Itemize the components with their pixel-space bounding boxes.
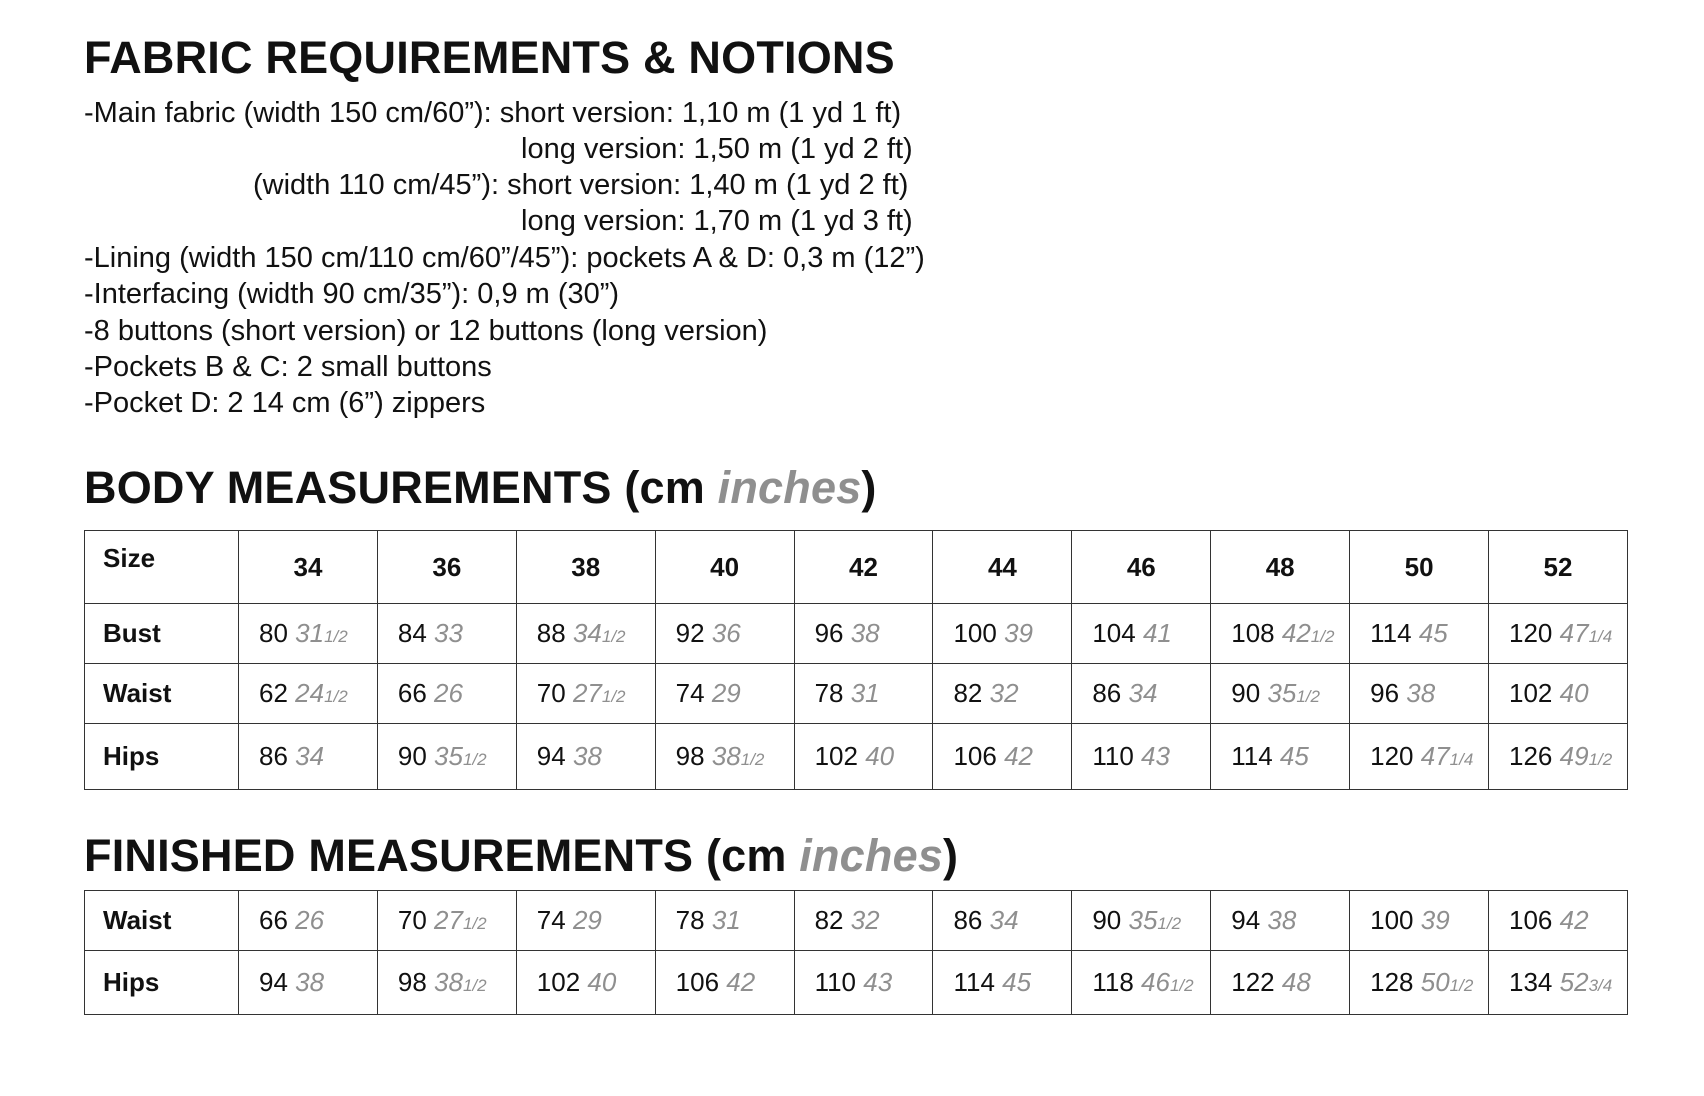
- body-measurements-title: [84, 462, 877, 514]
- measurement-cell: [1350, 664, 1489, 724]
- cm-value: 90: [1231, 678, 1261, 708]
- inch-value: 34: [989, 905, 1019, 935]
- inch-value: 27: [434, 905, 463, 935]
- measurement-cell: [239, 664, 378, 724]
- measurement-cell: [1211, 664, 1350, 724]
- inch-value: 38: [711, 741, 741, 771]
- fabric-title: FABRIC REQUIREMENTS & NOTIONS: [84, 32, 895, 83]
- inch-value: 52: [1559, 967, 1589, 997]
- measurement-cell: [1072, 891, 1211, 951]
- size-header: 44: [933, 531, 1072, 604]
- cm-value: 94: [259, 967, 288, 997]
- inch-value: 38: [572, 741, 602, 771]
- fabric-line: -Pockets B & C: 2 small buttons: [84, 351, 492, 383]
- measurement-cell: [1489, 724, 1628, 790]
- measurement-cell: [1211, 891, 1350, 951]
- size-header: 40: [655, 531, 794, 604]
- inch-value: 27: [572, 678, 602, 708]
- cm-value: 108: [1231, 618, 1275, 648]
- inch-value: 35: [434, 741, 463, 771]
- inch-fraction: 1/2: [1169, 976, 1194, 995]
- table-row: [85, 724, 1628, 790]
- inch-value: 45: [1002, 967, 1032, 997]
- cm-value: 84: [397, 618, 427, 648]
- row-label: Waist: [85, 664, 239, 724]
- cm-value: 106: [1509, 905, 1553, 935]
- inch-value: 31: [711, 905, 741, 935]
- cm-value: 94: [1231, 905, 1261, 935]
- measurement-cell: [655, 891, 794, 951]
- cm-value: 92: [675, 618, 705, 648]
- inch-fraction: 1/2: [324, 627, 348, 646]
- measurement-cell: [1350, 724, 1489, 790]
- fabric-line: -Main fabric (width 150 cm/60”): short version: 1,10 m (1 yd 1 ft): [84, 97, 902, 129]
- inch-value: 33: [434, 618, 463, 648]
- cm-value: 100: [953, 618, 997, 648]
- cm-value: 98: [397, 967, 427, 997]
- measurement-cell: [516, 891, 655, 951]
- inch-value: 50: [1420, 967, 1450, 997]
- measurement-cell: [933, 604, 1072, 664]
- inch-fraction: 1/2: [601, 687, 626, 706]
- fabric-line: long version: 1,50 m (1 yd 2 ft): [521, 133, 913, 165]
- inch-value: 40: [1559, 678, 1589, 708]
- inch-value: 47: [1559, 618, 1589, 648]
- cm-value: 66: [259, 905, 288, 935]
- inch-value: 43: [1141, 741, 1170, 771]
- inch-value: 32: [850, 905, 880, 935]
- size-header: 38: [516, 531, 655, 604]
- measurement-cell: [933, 724, 1072, 790]
- inch-value: 32: [989, 678, 1019, 708]
- inch-value: 26: [295, 905, 325, 935]
- cm-value: 70: [536, 678, 566, 708]
- size-header: 36: [377, 531, 516, 604]
- cm-value: 106: [675, 967, 720, 997]
- cm-value: 78: [814, 678, 844, 708]
- size-header: 50: [1350, 531, 1489, 604]
- measurement-cell: [516, 604, 655, 664]
- inch-value: 47: [1420, 741, 1450, 771]
- measurement-cell: [1072, 664, 1211, 724]
- row-label: Hips: [85, 724, 239, 790]
- measurement-cell: [239, 604, 378, 664]
- cm-value: 70: [397, 905, 427, 935]
- measurement-cell: [239, 891, 378, 951]
- inch-value: 42: [1004, 741, 1033, 771]
- cm-value: 104: [1092, 618, 1136, 648]
- measurement-cell: [377, 891, 516, 951]
- cm-value: 80: [259, 618, 288, 648]
- title-text: BODY MEASUREMENTS (cm: [84, 462, 718, 513]
- size-header: 34: [239, 531, 378, 604]
- inch-value: 42: [1281, 618, 1311, 648]
- inch-value: 36: [711, 618, 741, 648]
- inch-fraction: 1/2: [601, 627, 626, 646]
- row-label: Hips: [85, 951, 239, 1015]
- measurement-cell: [1350, 604, 1489, 664]
- fabric-line: -8 buttons (short version) or 12 buttons (long version): [84, 315, 768, 347]
- measurement-cell: [516, 664, 655, 724]
- measurement-cell: [794, 891, 933, 951]
- measurement-cell: [933, 891, 1072, 951]
- cm-value: 106: [953, 741, 997, 771]
- inch-value: 24: [295, 678, 325, 708]
- measurement-cell: [516, 724, 655, 790]
- inch-value: 45: [1418, 618, 1448, 648]
- measurement-cell: [1350, 891, 1489, 951]
- inch-fraction: 3/4: [1588, 976, 1613, 995]
- finished-measurements-title: [84, 830, 958, 882]
- inch-value: 48: [1281, 967, 1311, 997]
- fabric-line: (width 110 cm/45”): short version: 1,40 m (1 yd 2 ft): [253, 169, 909, 201]
- row-label: Waist: [85, 891, 239, 951]
- fabric-line: -Pocket D: 2 14 cm (6”) zippers: [84, 387, 486, 419]
- finished-measurements-table: [84, 890, 1628, 1015]
- inch-fraction: 1/2: [1296, 687, 1320, 706]
- inch-value: 38: [434, 967, 463, 997]
- title-inches: inches: [717, 462, 862, 513]
- inch-fraction: 1/4: [1449, 750, 1474, 769]
- measurement-cell: [239, 951, 378, 1015]
- inch-value: 45: [1279, 741, 1309, 771]
- measurement-cell: [377, 664, 516, 724]
- size-header-row: [85, 531, 1628, 604]
- inch-value: 38: [1406, 678, 1436, 708]
- inch-fraction: 1/4: [1588, 627, 1613, 646]
- cm-value: 74: [536, 905, 566, 935]
- size-header: 42: [794, 531, 933, 604]
- cm-value: 82: [814, 905, 844, 935]
- measurement-cell: [655, 604, 794, 664]
- inch-value: 35: [1267, 678, 1297, 708]
- size-header: 46: [1072, 531, 1211, 604]
- measurement-cell: [655, 724, 794, 790]
- inch-value: 42: [726, 967, 756, 997]
- size-header: 52: [1489, 531, 1628, 604]
- measurement-cell: [794, 664, 933, 724]
- cm-value: 62: [259, 678, 288, 708]
- cm-value: 86: [1092, 678, 1122, 708]
- measurement-cell: [1211, 604, 1350, 664]
- cm-value: 98: [675, 741, 705, 771]
- inch-fraction: 1/2: [462, 976, 487, 995]
- inch-value: 26: [434, 678, 463, 708]
- cm-value: 110: [1092, 741, 1134, 771]
- title-close: ): [943, 830, 959, 881]
- fabric-line: long version: 1,70 m (1 yd 3 ft): [521, 205, 913, 237]
- table-row: [85, 891, 1628, 951]
- cm-value: 114: [1231, 741, 1273, 771]
- cm-value: 94: [536, 741, 566, 771]
- title-close: ): [861, 462, 877, 513]
- measurement-cell: [377, 724, 516, 790]
- cm-value: 114: [1370, 618, 1412, 648]
- measurement-cell: [1211, 724, 1350, 790]
- cm-value: 96: [814, 618, 844, 648]
- inch-value: 43: [863, 967, 893, 997]
- measurement-cell: [1489, 664, 1628, 724]
- cm-value: 120: [1370, 741, 1414, 771]
- measurement-cell: [1489, 891, 1628, 951]
- inch-value: 41: [1142, 618, 1172, 648]
- inch-value: 40: [587, 967, 617, 997]
- cm-value: 120: [1509, 618, 1553, 648]
- inch-value: 35: [1128, 905, 1158, 935]
- cm-value: 78: [675, 905, 705, 935]
- size-label: Size: [85, 531, 239, 604]
- cm-value: 128: [1370, 967, 1414, 997]
- inch-value: 31: [295, 618, 325, 648]
- inch-value: 49: [1559, 741, 1589, 771]
- cm-value: 96: [1370, 678, 1400, 708]
- measurement-cell: [933, 951, 1072, 1015]
- inch-value: 29: [572, 905, 602, 935]
- cm-value: 66: [397, 678, 427, 708]
- inch-value: 34: [295, 741, 325, 771]
- cm-value: 86: [953, 905, 983, 935]
- table-row: [85, 664, 1628, 724]
- inch-value: 38: [1267, 905, 1297, 935]
- inch-value: 42: [1559, 905, 1589, 935]
- cm-value: 122: [1231, 967, 1275, 997]
- fabric-line: -Interfacing (width 90 cm/35”): 0,9 m (30”): [84, 278, 620, 310]
- title-inches: inches: [799, 830, 944, 881]
- measurement-cell: [655, 664, 794, 724]
- measurement-cell: [794, 604, 933, 664]
- cm-value: 86: [259, 741, 288, 771]
- measurement-cell: [1211, 951, 1350, 1015]
- inch-value: 31: [850, 678, 880, 708]
- measurement-cell: [1489, 604, 1628, 664]
- cm-value: 82: [953, 678, 983, 708]
- inch-value: 46: [1141, 967, 1170, 997]
- cm-value: 102: [536, 967, 581, 997]
- inch-fraction: 1/2: [462, 750, 487, 769]
- inch-fraction: 1/2: [1588, 750, 1613, 769]
- cm-value: 110: [814, 967, 857, 997]
- inch-value: 40: [865, 741, 895, 771]
- cm-value: 134: [1509, 967, 1553, 997]
- fabric-line: -Lining (width 150 cm/110 cm/60”/45”): pockets A & D: 0,3 m (12”): [84, 242, 925, 274]
- measurement-cell: [239, 724, 378, 790]
- body-measurements-table: [84, 530, 1628, 790]
- inch-value: 38: [850, 618, 880, 648]
- size-header: 48: [1211, 531, 1350, 604]
- cm-value: 88: [536, 618, 566, 648]
- measurement-cell: [1072, 604, 1211, 664]
- cm-value: 102: [814, 741, 858, 771]
- cm-value: 114: [953, 967, 995, 997]
- inch-value: 34: [572, 618, 602, 648]
- measurement-cell: [933, 664, 1072, 724]
- measurement-cell: [1489, 951, 1628, 1015]
- measurement-cell: [794, 951, 933, 1015]
- cm-value: 126: [1509, 741, 1553, 771]
- inch-value: 38: [295, 967, 325, 997]
- inch-value: 39: [1004, 618, 1033, 648]
- cm-value: 100: [1370, 905, 1414, 935]
- measurement-cell: [794, 724, 933, 790]
- inch-value: 39: [1420, 905, 1450, 935]
- measurement-cell: [377, 604, 516, 664]
- measurement-cell: [655, 951, 794, 1015]
- inch-fraction: 1/2: [1157, 914, 1182, 933]
- measurement-cell: [516, 951, 655, 1015]
- inch-value: 34: [1128, 678, 1158, 708]
- inch-fraction: 1/2: [740, 750, 765, 769]
- inch-fraction: 1/2: [1449, 976, 1474, 995]
- table-row: [85, 604, 1628, 664]
- measurement-cell: [377, 951, 516, 1015]
- inch-value: 29: [711, 678, 741, 708]
- cm-value: 74: [675, 678, 705, 708]
- measurement-cell: [1350, 951, 1489, 1015]
- inch-fraction: 1/2: [462, 914, 487, 933]
- table-row: [85, 951, 1628, 1015]
- cm-value: 102: [1509, 678, 1553, 708]
- row-label: Bust: [85, 604, 239, 664]
- cm-value: 90: [1092, 905, 1122, 935]
- cm-value: 90: [397, 741, 427, 771]
- measurement-cell: [1072, 724, 1211, 790]
- measurement-cell: [1072, 951, 1211, 1015]
- inch-fraction: 1/2: [324, 687, 348, 706]
- cm-value: 118: [1092, 967, 1134, 997]
- inch-fraction: 1/2: [1310, 627, 1335, 646]
- title-text: FINISHED MEASUREMENTS (cm: [84, 830, 800, 881]
